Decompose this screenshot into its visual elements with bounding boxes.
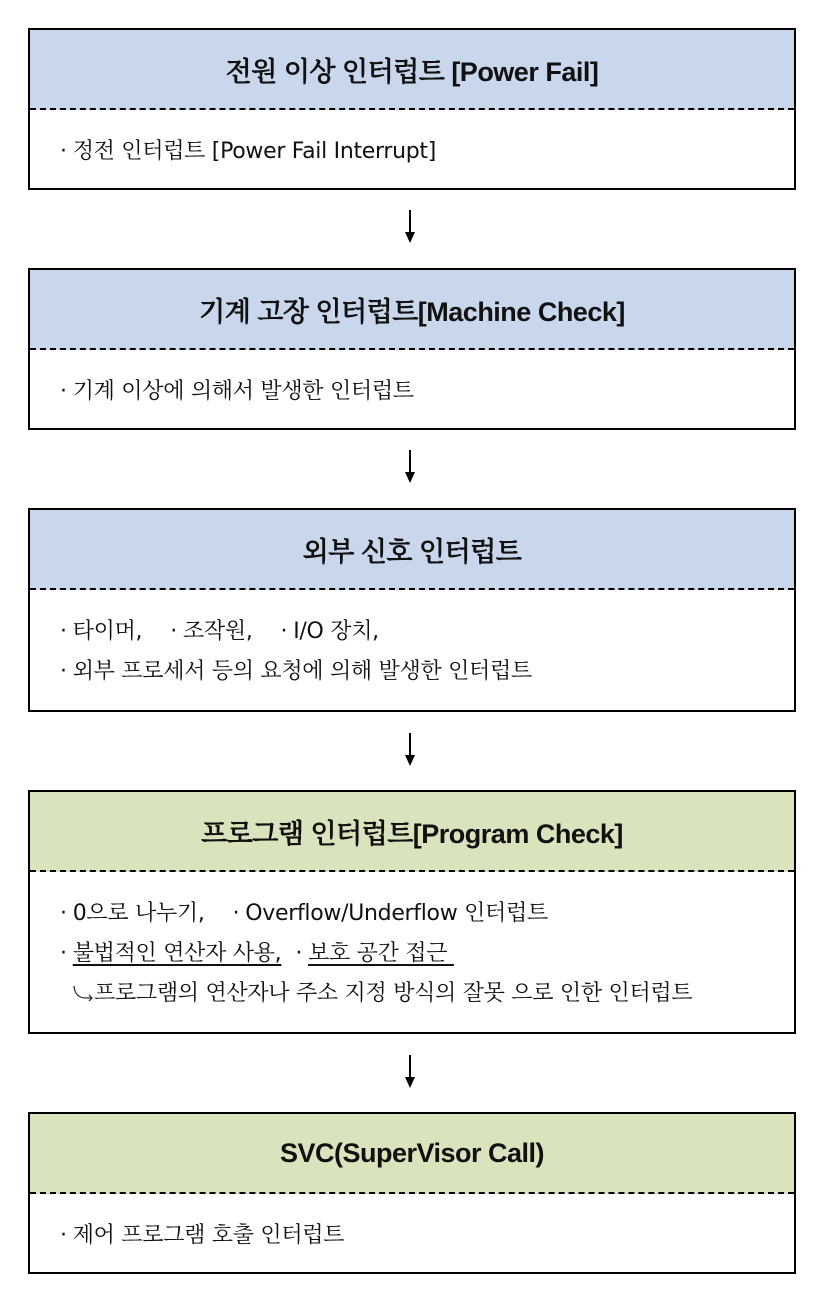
illegal-operator-item: 불법적인 연산자 사용, [72, 941, 282, 966]
power-fail-header [30, 30, 794, 110]
power-fail-body [30, 110, 794, 172]
io-device-item: I/O 장치, [293, 619, 379, 644]
svc-body [30, 1194, 794, 1256]
machine-check-box [28, 268, 796, 430]
bullet: · [60, 379, 67, 404]
down-arrow-icon [401, 1055, 419, 1089]
svc-box [28, 1112, 796, 1274]
svc-line [60, 1216, 794, 1256]
external-signal-body [30, 590, 794, 692]
power-fail-title: 전원 이상 인터럽트 [Power Fail] [225, 56, 599, 87]
operator-item: 조작원, [182, 619, 253, 644]
bullet: · [60, 901, 67, 926]
bullet: · [295, 941, 303, 966]
divide-by-zero-item: 0으로 나누기, [72, 901, 205, 926]
machine-check-title: 기계 고장 인터럽트[Machine Check] [199, 296, 625, 327]
bullet: · [60, 619, 67, 644]
bullet: · [232, 901, 240, 926]
program-check-note-line [60, 974, 794, 1014]
external-signal-desc-line [60, 652, 794, 692]
bullet: · [60, 139, 67, 164]
program-check-line-2 [60, 934, 794, 974]
program-check-header [30, 792, 794, 872]
svc-title: SVC(SuperVisor Call) [279, 1137, 545, 1168]
external-signal-text: 외부 프로세서 등의 요청에 의해 발생한 인터럽트 [72, 659, 532, 684]
machine-check-header [30, 270, 794, 350]
program-check-line-1 [60, 894, 794, 934]
svc-text: 제어 프로그램 호출 인터럽트 [72, 1223, 345, 1248]
down-arrow-icon [401, 450, 419, 484]
bullet: · [280, 619, 288, 644]
overflow-item: Overflow/Underflow 인터럽트 [245, 901, 548, 926]
power-fail-box [28, 28, 796, 190]
bullet: · [60, 1223, 67, 1248]
down-arrow-icon [401, 210, 419, 244]
machine-check-text: 기계 이상에 의해서 발생한 인터럽트 [72, 379, 414, 404]
bullet: · [170, 619, 177, 644]
down-arrow-icon [401, 733, 419, 767]
program-check-note: 프로그램의 연산자나 주소 지정 방식의 잘못 으로 인한 인터럽트 [94, 981, 693, 1006]
program-check-box [28, 790, 796, 1034]
machine-check-line [60, 372, 794, 412]
svc-header [30, 1114, 794, 1194]
protected-space-item: 보호 공간 접근 [308, 941, 454, 966]
machine-check-body [30, 350, 794, 412]
external-signal-box [28, 508, 796, 712]
timer-item: 타이머, [72, 619, 143, 644]
program-check-body [30, 872, 794, 1014]
external-signal-header [30, 510, 794, 590]
power-fail-text: 정전 인터럽트 [Power Fail Interrupt] [72, 139, 437, 164]
external-signal-sources-line [60, 612, 794, 652]
program-check-title: 프로그램 인터럽트[Program Check] [201, 818, 623, 849]
bullet: · [60, 659, 67, 684]
hook-arrow-icon [72, 984, 94, 1004]
external-signal-title: 외부 신호 인터럽트 [302, 536, 522, 567]
bullet: · [60, 941, 67, 966]
power-fail-line [60, 132, 794, 172]
